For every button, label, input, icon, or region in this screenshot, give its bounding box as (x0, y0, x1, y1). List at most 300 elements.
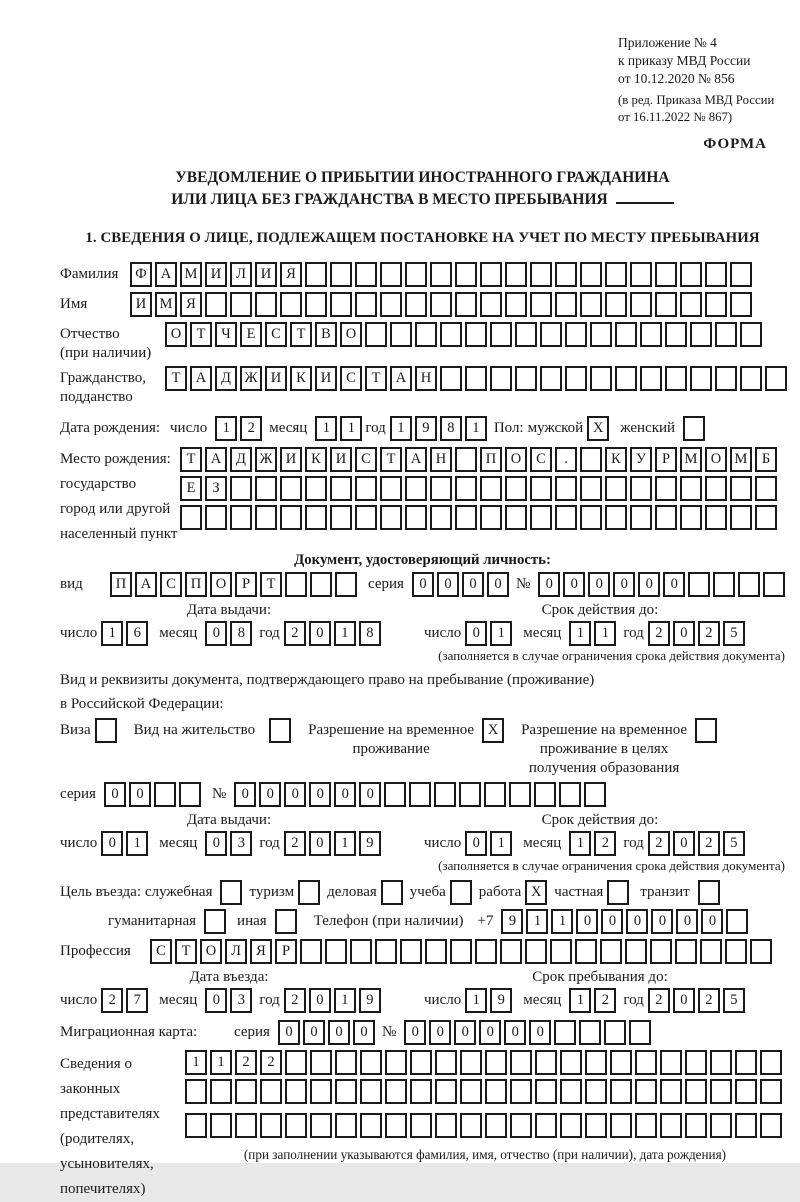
char-cell[interactable] (435, 1050, 457, 1075)
checkbox-cell[interactable] (204, 909, 226, 934)
char-cell[interactable] (335, 1113, 357, 1138)
char-cell[interactable]: Р (275, 939, 297, 964)
char-cell[interactable] (604, 1020, 626, 1045)
char-cell[interactable] (460, 1113, 482, 1138)
char-cell[interactable] (685, 1079, 707, 1104)
char-cell[interactable] (705, 292, 727, 317)
char-cell[interactable]: 1 (101, 621, 123, 646)
char-cell[interactable]: Т (175, 939, 197, 964)
char-cell[interactable] (365, 322, 387, 347)
char-cell[interactable] (355, 292, 377, 317)
char-cell[interactable]: 0 (278, 1020, 300, 1045)
char-cell[interactable]: 0 (563, 572, 585, 597)
char-cell[interactable] (205, 505, 227, 530)
char-cell[interactable] (305, 476, 327, 501)
char-cell[interactable] (655, 262, 677, 287)
char-cell[interactable]: . (555, 447, 577, 472)
char-cell[interactable] (535, 1113, 557, 1138)
char-cell[interactable]: 1 (340, 416, 362, 441)
char-cell[interactable] (285, 1113, 307, 1138)
char-cell[interactable] (230, 292, 252, 317)
char-cell[interactable]: Я (250, 939, 272, 964)
char-cell[interactable]: Я (280, 262, 302, 287)
char-cell[interactable] (584, 782, 606, 807)
char-cell[interactable] (484, 782, 506, 807)
char-cell[interactable]: 0 (359, 782, 381, 807)
char-cell[interactable] (675, 939, 697, 964)
char-cell[interactable] (713, 572, 735, 597)
char-cell[interactable] (640, 366, 662, 391)
char-cell[interactable] (530, 476, 552, 501)
char-cell[interactable]: 0 (651, 909, 673, 934)
char-cell[interactable] (460, 1050, 482, 1075)
char-cell[interactable]: 1 (185, 1050, 207, 1075)
char-cell[interactable]: 0 (673, 831, 695, 856)
char-cell[interactable] (350, 939, 372, 964)
char-cell[interactable] (635, 1079, 657, 1104)
char-cell[interactable] (455, 262, 477, 287)
char-cell[interactable] (405, 292, 427, 317)
char-cell[interactable] (635, 1050, 657, 1075)
char-cell[interactable]: 0 (309, 621, 331, 646)
char-cell[interactable] (510, 1113, 532, 1138)
char-cell[interactable]: К (305, 447, 327, 472)
char-cell[interactable] (335, 572, 357, 597)
char-cell[interactable] (655, 476, 677, 501)
char-cell[interactable] (625, 939, 647, 964)
char-cell[interactable] (355, 505, 377, 530)
char-cell[interactable] (555, 505, 577, 530)
char-cell[interactable]: Т (365, 366, 387, 391)
char-cell[interactable]: 1 (490, 621, 512, 646)
char-cell[interactable] (690, 366, 712, 391)
char-cell[interactable] (384, 782, 406, 807)
char-cell[interactable] (335, 1079, 357, 1104)
char-cell[interactable] (505, 262, 527, 287)
char-cell[interactable] (580, 505, 602, 530)
char-cell[interactable] (440, 322, 462, 347)
char-cell[interactable]: 1 (490, 831, 512, 856)
char-cell[interactable] (738, 572, 760, 597)
char-cell[interactable] (579, 1020, 601, 1045)
char-cell[interactable]: Я (180, 292, 202, 317)
char-cell[interactable]: 2 (648, 831, 670, 856)
char-cell[interactable] (485, 1079, 507, 1104)
char-cell[interactable] (360, 1050, 382, 1075)
char-cell[interactable] (760, 1113, 782, 1138)
char-cell[interactable]: 0 (465, 831, 487, 856)
char-cell[interactable]: О (165, 322, 187, 347)
char-cell[interactable]: 2 (594, 988, 616, 1013)
char-cell[interactable]: 0 (129, 782, 151, 807)
char-cell[interactable] (480, 476, 502, 501)
checkbox-cell[interactable]: X (482, 718, 504, 743)
char-cell[interactable] (640, 322, 662, 347)
char-cell[interactable] (630, 476, 652, 501)
char-cell[interactable] (730, 292, 752, 317)
char-cell[interactable]: Т (190, 322, 212, 347)
char-cell[interactable] (405, 505, 427, 530)
char-cell[interactable] (660, 1079, 682, 1104)
char-cell[interactable]: 0 (284, 782, 306, 807)
char-cell[interactable]: 2 (101, 988, 123, 1013)
char-cell[interactable]: Д (230, 447, 252, 472)
char-cell[interactable] (629, 1020, 651, 1045)
char-cell[interactable] (710, 1050, 732, 1075)
char-cell[interactable]: Ч (215, 322, 237, 347)
char-cell[interactable] (330, 262, 352, 287)
char-cell[interactable]: И (205, 262, 227, 287)
char-cell[interactable]: 0 (701, 909, 723, 934)
char-cell[interactable] (385, 1050, 407, 1075)
char-cell[interactable] (580, 476, 602, 501)
checkbox-cell[interactable] (381, 880, 403, 905)
char-cell[interactable]: И (130, 292, 152, 317)
char-cell[interactable]: У (630, 447, 652, 472)
char-cell[interactable]: Е (240, 322, 262, 347)
char-cell[interactable] (630, 505, 652, 530)
char-cell[interactable]: Т (290, 322, 312, 347)
char-cell[interactable]: Т (380, 447, 402, 472)
char-cell[interactable]: Ф (130, 262, 152, 287)
char-cell[interactable]: И (315, 366, 337, 391)
char-cell[interactable] (475, 939, 497, 964)
char-cell[interactable]: Б (755, 447, 777, 472)
char-cell[interactable] (560, 1113, 582, 1138)
char-cell[interactable] (565, 366, 587, 391)
char-cell[interactable] (390, 322, 412, 347)
char-cell[interactable] (440, 366, 462, 391)
char-cell[interactable]: О (210, 572, 232, 597)
char-cell[interactable] (255, 292, 277, 317)
char-cell[interactable] (580, 262, 602, 287)
char-cell[interactable] (285, 1079, 307, 1104)
char-cell[interactable] (455, 505, 477, 530)
char-cell[interactable]: Л (230, 262, 252, 287)
char-cell[interactable]: 0 (309, 782, 331, 807)
char-cell[interactable]: 0 (412, 572, 434, 597)
char-cell[interactable]: 0 (309, 988, 331, 1013)
char-cell[interactable] (410, 1079, 432, 1104)
char-cell[interactable]: П (185, 572, 207, 597)
char-cell[interactable]: О (200, 939, 222, 964)
char-cell[interactable] (755, 476, 777, 501)
char-cell[interactable]: П (110, 572, 132, 597)
char-cell[interactable]: В (315, 322, 337, 347)
char-cell[interactable] (760, 1079, 782, 1104)
char-cell[interactable] (434, 782, 456, 807)
char-cell[interactable] (480, 505, 502, 530)
char-cell[interactable]: Е (180, 476, 202, 501)
char-cell[interactable]: М (730, 447, 752, 472)
checkbox-cell[interactable]: X (587, 416, 609, 441)
char-cell[interactable] (740, 366, 762, 391)
char-cell[interactable] (610, 1050, 632, 1075)
char-cell[interactable]: С (265, 322, 287, 347)
char-cell[interactable] (765, 366, 787, 391)
char-cell[interactable]: А (205, 447, 227, 472)
char-cell[interactable]: И (265, 366, 287, 391)
char-cell[interactable]: 7 (126, 988, 148, 1013)
char-cell[interactable] (715, 366, 737, 391)
char-cell[interactable]: А (390, 366, 412, 391)
char-cell[interactable] (710, 1113, 732, 1138)
char-cell[interactable]: П (480, 447, 502, 472)
char-cell[interactable] (760, 1050, 782, 1075)
char-cell[interactable] (425, 939, 447, 964)
char-cell[interactable] (280, 505, 302, 530)
checkbox-cell[interactable] (450, 880, 472, 905)
char-cell[interactable]: 8 (440, 416, 462, 441)
char-cell[interactable]: 0 (353, 1020, 375, 1045)
char-cell[interactable] (455, 292, 477, 317)
char-cell[interactable]: К (290, 366, 312, 391)
char-cell[interactable] (630, 292, 652, 317)
char-cell[interactable] (705, 476, 727, 501)
char-cell[interactable] (735, 1113, 757, 1138)
char-cell[interactable] (280, 476, 302, 501)
char-cell[interactable] (655, 505, 677, 530)
char-cell[interactable]: 0 (663, 572, 685, 597)
char-cell[interactable]: А (135, 572, 157, 597)
char-cell[interactable]: 0 (626, 909, 648, 934)
char-cell[interactable]: С (150, 939, 172, 964)
checkbox-cell[interactable] (683, 416, 705, 441)
char-cell[interactable] (179, 782, 201, 807)
char-cell[interactable] (554, 1020, 576, 1045)
char-cell[interactable]: 0 (465, 621, 487, 646)
char-cell[interactable]: С (355, 447, 377, 472)
char-cell[interactable]: 1 (390, 416, 412, 441)
char-cell[interactable] (680, 292, 702, 317)
char-cell[interactable] (360, 1113, 382, 1138)
char-cell[interactable]: 0 (234, 782, 256, 807)
char-cell[interactable] (605, 262, 627, 287)
char-cell[interactable]: 2 (648, 988, 670, 1013)
char-cell[interactable] (515, 322, 537, 347)
char-cell[interactable] (455, 476, 477, 501)
char-cell[interactable] (330, 476, 352, 501)
char-cell[interactable] (534, 782, 556, 807)
char-cell[interactable] (735, 1079, 757, 1104)
char-cell[interactable] (485, 1113, 507, 1138)
char-cell[interactable]: 1 (526, 909, 548, 934)
char-cell[interactable] (435, 1113, 457, 1138)
char-cell[interactable]: 9 (501, 909, 523, 934)
char-cell[interactable] (710, 1079, 732, 1104)
char-cell[interactable]: А (190, 366, 212, 391)
char-cell[interactable] (330, 292, 352, 317)
char-cell[interactable] (465, 366, 487, 391)
char-cell[interactable]: 0 (588, 572, 610, 597)
char-cell[interactable]: 2 (284, 831, 306, 856)
char-cell[interactable] (535, 1079, 557, 1104)
char-cell[interactable]: А (405, 447, 427, 472)
char-cell[interactable]: 0 (205, 621, 227, 646)
char-cell[interactable] (750, 939, 772, 964)
char-cell[interactable] (615, 322, 637, 347)
char-cell[interactable] (385, 1079, 407, 1104)
char-cell[interactable] (680, 505, 702, 530)
char-cell[interactable] (635, 1113, 657, 1138)
char-cell[interactable] (435, 1079, 457, 1104)
char-cell[interactable] (585, 1113, 607, 1138)
char-cell[interactable] (380, 476, 402, 501)
char-cell[interactable]: 1 (551, 909, 573, 934)
char-cell[interactable] (230, 505, 252, 530)
char-cell[interactable] (305, 505, 327, 530)
char-cell[interactable]: 2 (235, 1050, 257, 1075)
char-cell[interactable] (580, 447, 602, 472)
char-cell[interactable] (730, 476, 752, 501)
char-cell[interactable] (505, 476, 527, 501)
char-cell[interactable]: 5 (723, 831, 745, 856)
char-cell[interactable]: 2 (594, 831, 616, 856)
checkbox-cell[interactable] (95, 718, 117, 743)
char-cell[interactable] (154, 782, 176, 807)
char-cell[interactable]: О (705, 447, 727, 472)
char-cell[interactable] (180, 505, 202, 530)
char-cell[interactable]: О (505, 447, 527, 472)
char-cell[interactable] (665, 322, 687, 347)
char-cell[interactable]: Л (225, 939, 247, 964)
char-cell[interactable] (375, 939, 397, 964)
char-cell[interactable]: 0 (462, 572, 484, 597)
char-cell[interactable] (305, 292, 327, 317)
char-cell[interactable]: 1 (210, 1050, 232, 1075)
char-cell[interactable] (235, 1113, 257, 1138)
char-cell[interactable] (410, 1113, 432, 1138)
char-cell[interactable] (490, 366, 512, 391)
char-cell[interactable]: 2 (260, 1050, 282, 1075)
char-cell[interactable] (555, 262, 577, 287)
char-cell[interactable]: 2 (284, 988, 306, 1013)
char-cell[interactable] (480, 262, 502, 287)
char-cell[interactable] (510, 1079, 532, 1104)
char-cell[interactable]: И (330, 447, 352, 472)
char-cell[interactable] (688, 572, 710, 597)
char-cell[interactable] (530, 505, 552, 530)
char-cell[interactable] (380, 505, 402, 530)
char-cell[interactable] (285, 572, 307, 597)
char-cell[interactable]: 2 (698, 621, 720, 646)
char-cell[interactable] (330, 505, 352, 530)
char-cell[interactable]: 0 (601, 909, 623, 934)
char-cell[interactable]: 5 (723, 988, 745, 1013)
char-cell[interactable] (740, 322, 762, 347)
char-cell[interactable] (705, 505, 727, 530)
char-cell[interactable]: Р (655, 447, 677, 472)
char-cell[interactable] (755, 505, 777, 530)
char-cell[interactable] (455, 447, 477, 472)
char-cell[interactable]: 3 (230, 831, 252, 856)
char-cell[interactable]: Д (215, 366, 237, 391)
char-cell[interactable] (405, 476, 427, 501)
char-cell[interactable] (580, 292, 602, 317)
char-cell[interactable] (655, 292, 677, 317)
char-cell[interactable]: 0 (437, 572, 459, 597)
char-cell[interactable]: Н (430, 447, 452, 472)
char-cell[interactable] (700, 939, 722, 964)
char-cell[interactable]: 0 (673, 621, 695, 646)
char-cell[interactable] (210, 1079, 232, 1104)
char-cell[interactable] (680, 262, 702, 287)
char-cell[interactable] (560, 1050, 582, 1075)
char-cell[interactable]: 0 (576, 909, 598, 934)
char-cell[interactable]: Н (415, 366, 437, 391)
char-cell[interactable] (515, 366, 537, 391)
char-cell[interactable]: А (155, 262, 177, 287)
char-cell[interactable] (725, 939, 747, 964)
char-cell[interactable]: 6 (126, 621, 148, 646)
char-cell[interactable] (560, 1079, 582, 1104)
char-cell[interactable] (505, 292, 527, 317)
char-cell[interactable] (355, 476, 377, 501)
char-cell[interactable]: 8 (230, 621, 252, 646)
char-cell[interactable]: 0 (334, 782, 356, 807)
char-cell[interactable]: 0 (454, 1020, 476, 1045)
char-cell[interactable]: М (155, 292, 177, 317)
char-cell[interactable]: 0 (101, 831, 123, 856)
char-cell[interactable] (450, 939, 472, 964)
char-cell[interactable] (600, 939, 622, 964)
char-cell[interactable]: 9 (359, 831, 381, 856)
checkbox-cell[interactable] (695, 718, 717, 743)
char-cell[interactable]: 0 (613, 572, 635, 597)
char-cell[interactable]: 1 (126, 831, 148, 856)
char-cell[interactable]: 0 (487, 572, 509, 597)
char-cell[interactable] (480, 292, 502, 317)
char-cell[interactable] (605, 292, 627, 317)
char-cell[interactable]: О (340, 322, 362, 347)
char-cell[interactable] (605, 505, 627, 530)
char-cell[interactable] (525, 939, 547, 964)
char-cell[interactable] (490, 322, 512, 347)
char-cell[interactable] (409, 782, 431, 807)
char-cell[interactable]: 2 (240, 416, 262, 441)
checkbox-cell[interactable] (607, 880, 629, 905)
char-cell[interactable] (310, 572, 332, 597)
char-cell[interactable] (500, 939, 522, 964)
char-cell[interactable] (185, 1079, 207, 1104)
checkbox-cell[interactable] (275, 909, 297, 934)
char-cell[interactable]: 2 (648, 621, 670, 646)
char-cell[interactable] (305, 262, 327, 287)
char-cell[interactable]: С (340, 366, 362, 391)
char-cell[interactable]: 1 (569, 831, 591, 856)
char-cell[interactable]: Т (165, 366, 187, 391)
char-cell[interactable]: С (160, 572, 182, 597)
char-cell[interactable]: 0 (303, 1020, 325, 1045)
checkbox-cell[interactable]: X (525, 880, 547, 905)
char-cell[interactable] (575, 939, 597, 964)
char-cell[interactable] (415, 322, 437, 347)
char-cell[interactable]: 0 (676, 909, 698, 934)
char-cell[interactable] (380, 292, 402, 317)
char-cell[interactable]: 1 (334, 621, 356, 646)
char-cell[interactable] (650, 939, 672, 964)
char-cell[interactable] (509, 782, 531, 807)
char-cell[interactable] (685, 1050, 707, 1075)
char-cell[interactable] (360, 1079, 382, 1104)
char-cell[interactable] (380, 262, 402, 287)
char-cell[interactable]: Ж (240, 366, 262, 391)
char-cell[interactable] (510, 1050, 532, 1075)
char-cell[interactable] (763, 572, 785, 597)
char-cell[interactable] (550, 939, 572, 964)
char-cell[interactable] (430, 262, 452, 287)
char-cell[interactable]: 0 (638, 572, 660, 597)
